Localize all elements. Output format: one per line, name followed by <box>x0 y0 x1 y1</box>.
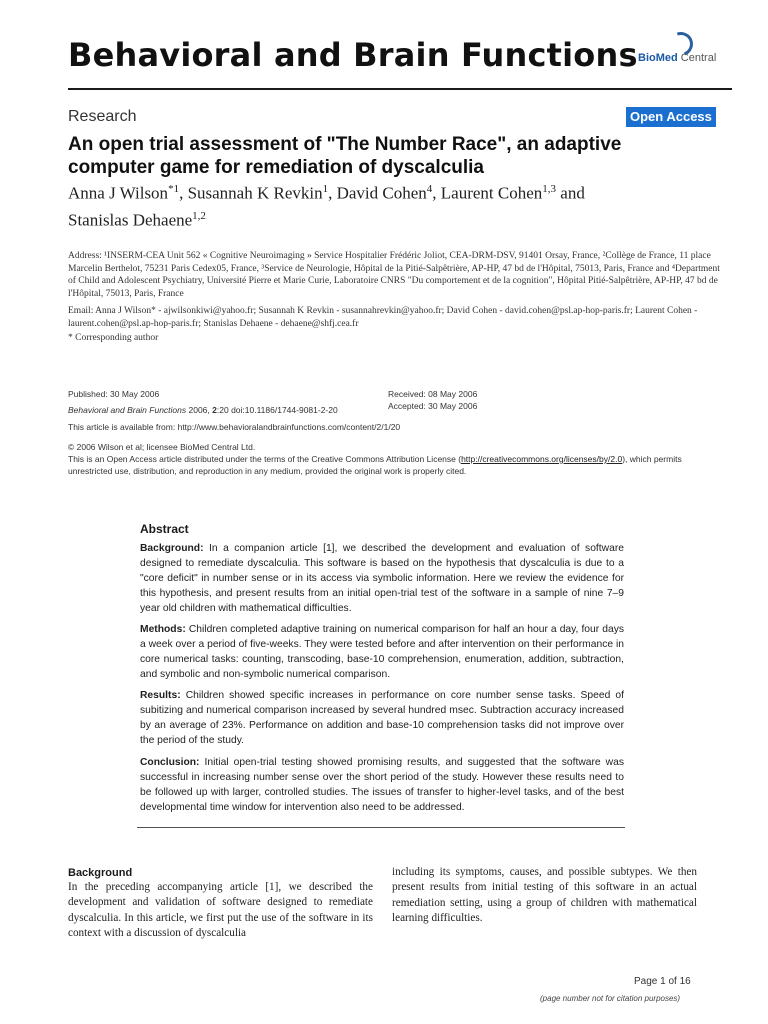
published-date: Published: 30 May 2006 <box>68 389 160 399</box>
page-number: Page 1 of 16 <box>634 976 691 987</box>
copyright-notice: © 2006 Wilson et al; licensee BioMed Central Ltd. <box>68 442 256 452</box>
author-addresses: Address: ¹INSERM-CEA Unit 562 « Cognitive Neuroimaging » Service Hospitalier Frédéric Joliot, CEA-DRM-DSV, 91401 Orsay, France, ²Collège de France, 11 place Marcelin Berthelot, 75231 Paris Cedex05, France, ³Service de Neurologie, Hôpital de la Pitié-Salpêtrière, AP-HP, 47 bd de l'Hôpital, 75013, Paris, France and ⁴Department of Child and Adolescent Psychiatry, Université Pierre et Marie Curie, Laboratoire CNRS "Du comportement et de la cognition", Hôpital Pitié-Salpêtrière, AP-HP, 47 bd de l'Hôpital, 75013, Paris, France <box>68 251 720 299</box>
citation-line: Behavioral and Brain Functions 2006, 2:20 doi:10.1186/1744-9081-2-20 <box>68 405 338 415</box>
abstract-methods: Methods: Children completed adaptive training on numerical comparison for half an hour a day, four days a week over a period of five-weeks. They were tested before and after intervention on their performance in core numerical tasks: counting, transcoding, base-10 comprehension, enumeration, addition, subtraction, and symbolic and non-symbolic numerical comparison. <box>140 624 624 680</box>
author-emails: Email: Anna J Wilson* - ajwilsonkiwi@yahoo.fr; Susannah K Revkin - susannahrevkin@yahoo.fr; David Cohen - david.cohen@psl.ap-hop-paris.fr; Laurent Cohen - laurent.cohen@psl.ap-hop-paris.fr; Stanislas Dehaene - dehaene@shfj.cea.fr <box>68 306 698 329</box>
license-link[interactable]: http://creativecommons.org/licenses/by/2.0 <box>461 454 623 464</box>
body-section-heading: Background <box>68 867 133 879</box>
body-column-left: In the preceding accompanying article [1], we described the development and validation of software designed to remediate dyscalculia. In this article, we first put the use of the software in its context with a discussion of dyscalculia <box>68 881 373 939</box>
biomed-central-logo <box>636 30 716 74</box>
abstract-results: Results: Children showed specific increases in performance on core number sense tasks. Speed of subitizing and numerical comparison increased by several hundred msec. Subtraction accuracy increased by an average of 23%. Performance on addition and base-10 comprehension tasks did not improve over the period of the study. <box>140 690 624 746</box>
abstract-conclusion: Conclusion: Initial open-trial testing showed promising results, and suggested that the software was successful in increasing number sense over the short period of the study. However these results need to be followed up with larger, controlled studies. The issues of transfer to higher-level tasks, and of the best developmental time window for intervention also need to be addressed. <box>140 757 624 813</box>
author-affiliation: 1,3 <box>542 183 557 195</box>
author-name: Stanislas Dehaene <box>68 210 193 230</box>
corresponding-author-note: * Corresponding author <box>68 333 159 343</box>
article-title: An open trial assessment of "The Number Race", an adaptive computer game for remediation of dyscalculia <box>68 134 622 178</box>
author-affiliation: 1,2 <box>192 209 206 222</box>
author-name: David Cohen <box>336 183 427 203</box>
author-name: Laurent Cohen <box>440 183 543 203</box>
authors-joiner: and <box>560 183 585 203</box>
author-list: Anna J Wilson$^{*1}$, Susannah K Revkin$^1$, David Cohen$^4$, Laurent Cohen$^{1,3}$ and Stanislas Dehaene$^{1,2}$ <box>68 183 585 230</box>
license-notice: This is an Open Access article distributed under the terms of the Creative Commons Attribution License (http://creativecommons.org/licenses/by/2.0), which permits unrestricted use, distribution, and reproduction in any medium, provided the original work is properly cited. <box>68 454 682 476</box>
abstract-heading: Abstract <box>140 522 189 536</box>
journal-title: Behavioral and Brain Functions <box>68 36 638 74</box>
logo-text: BioMed Central <box>638 52 717 64</box>
author-affiliation: 1 <box>322 183 329 195</box>
abstract-background: Background: In a companion article [1], we described the development and evaluation of software designed to remediate dyscalculia. This software is based on the hypothesis that dyscalculia is due to a "core deficit" in number sense or in its access via symbolic information. Here we review the evidence for this hypothesis, and present results from an initial open-trial test of the software in a sample of nine 7–9 year old children with mathematical difficulties. <box>140 543 624 614</box>
page-number-note: (page number not for citation purposes) <box>540 994 681 1003</box>
body-column-right: including its symptoms, causes, and possible subtypes. We then present results from initial testing of this software in an actual remediation setting, using a group of children with mathematical learning difficulties. <box>392 866 697 924</box>
author-name: Anna J Wilson <box>68 183 169 203</box>
received-date: Received: 08 May 2006 <box>388 389 478 399</box>
accepted-date: Accepted: 30 May 2006 <box>388 401 478 411</box>
open-access-badge: Open Access <box>626 107 716 127</box>
author-affiliation: 4 <box>426 183 433 195</box>
author-name: Susannah K Revkin <box>187 183 323 203</box>
header-rule <box>68 88 732 90</box>
author-affiliation: *1 <box>168 183 180 195</box>
section-label: Research <box>68 108 137 125</box>
article-url: This article is available from: http://www.behavioralandbrainfunctions.com/content/2/1/20 <box>68 422 401 432</box>
